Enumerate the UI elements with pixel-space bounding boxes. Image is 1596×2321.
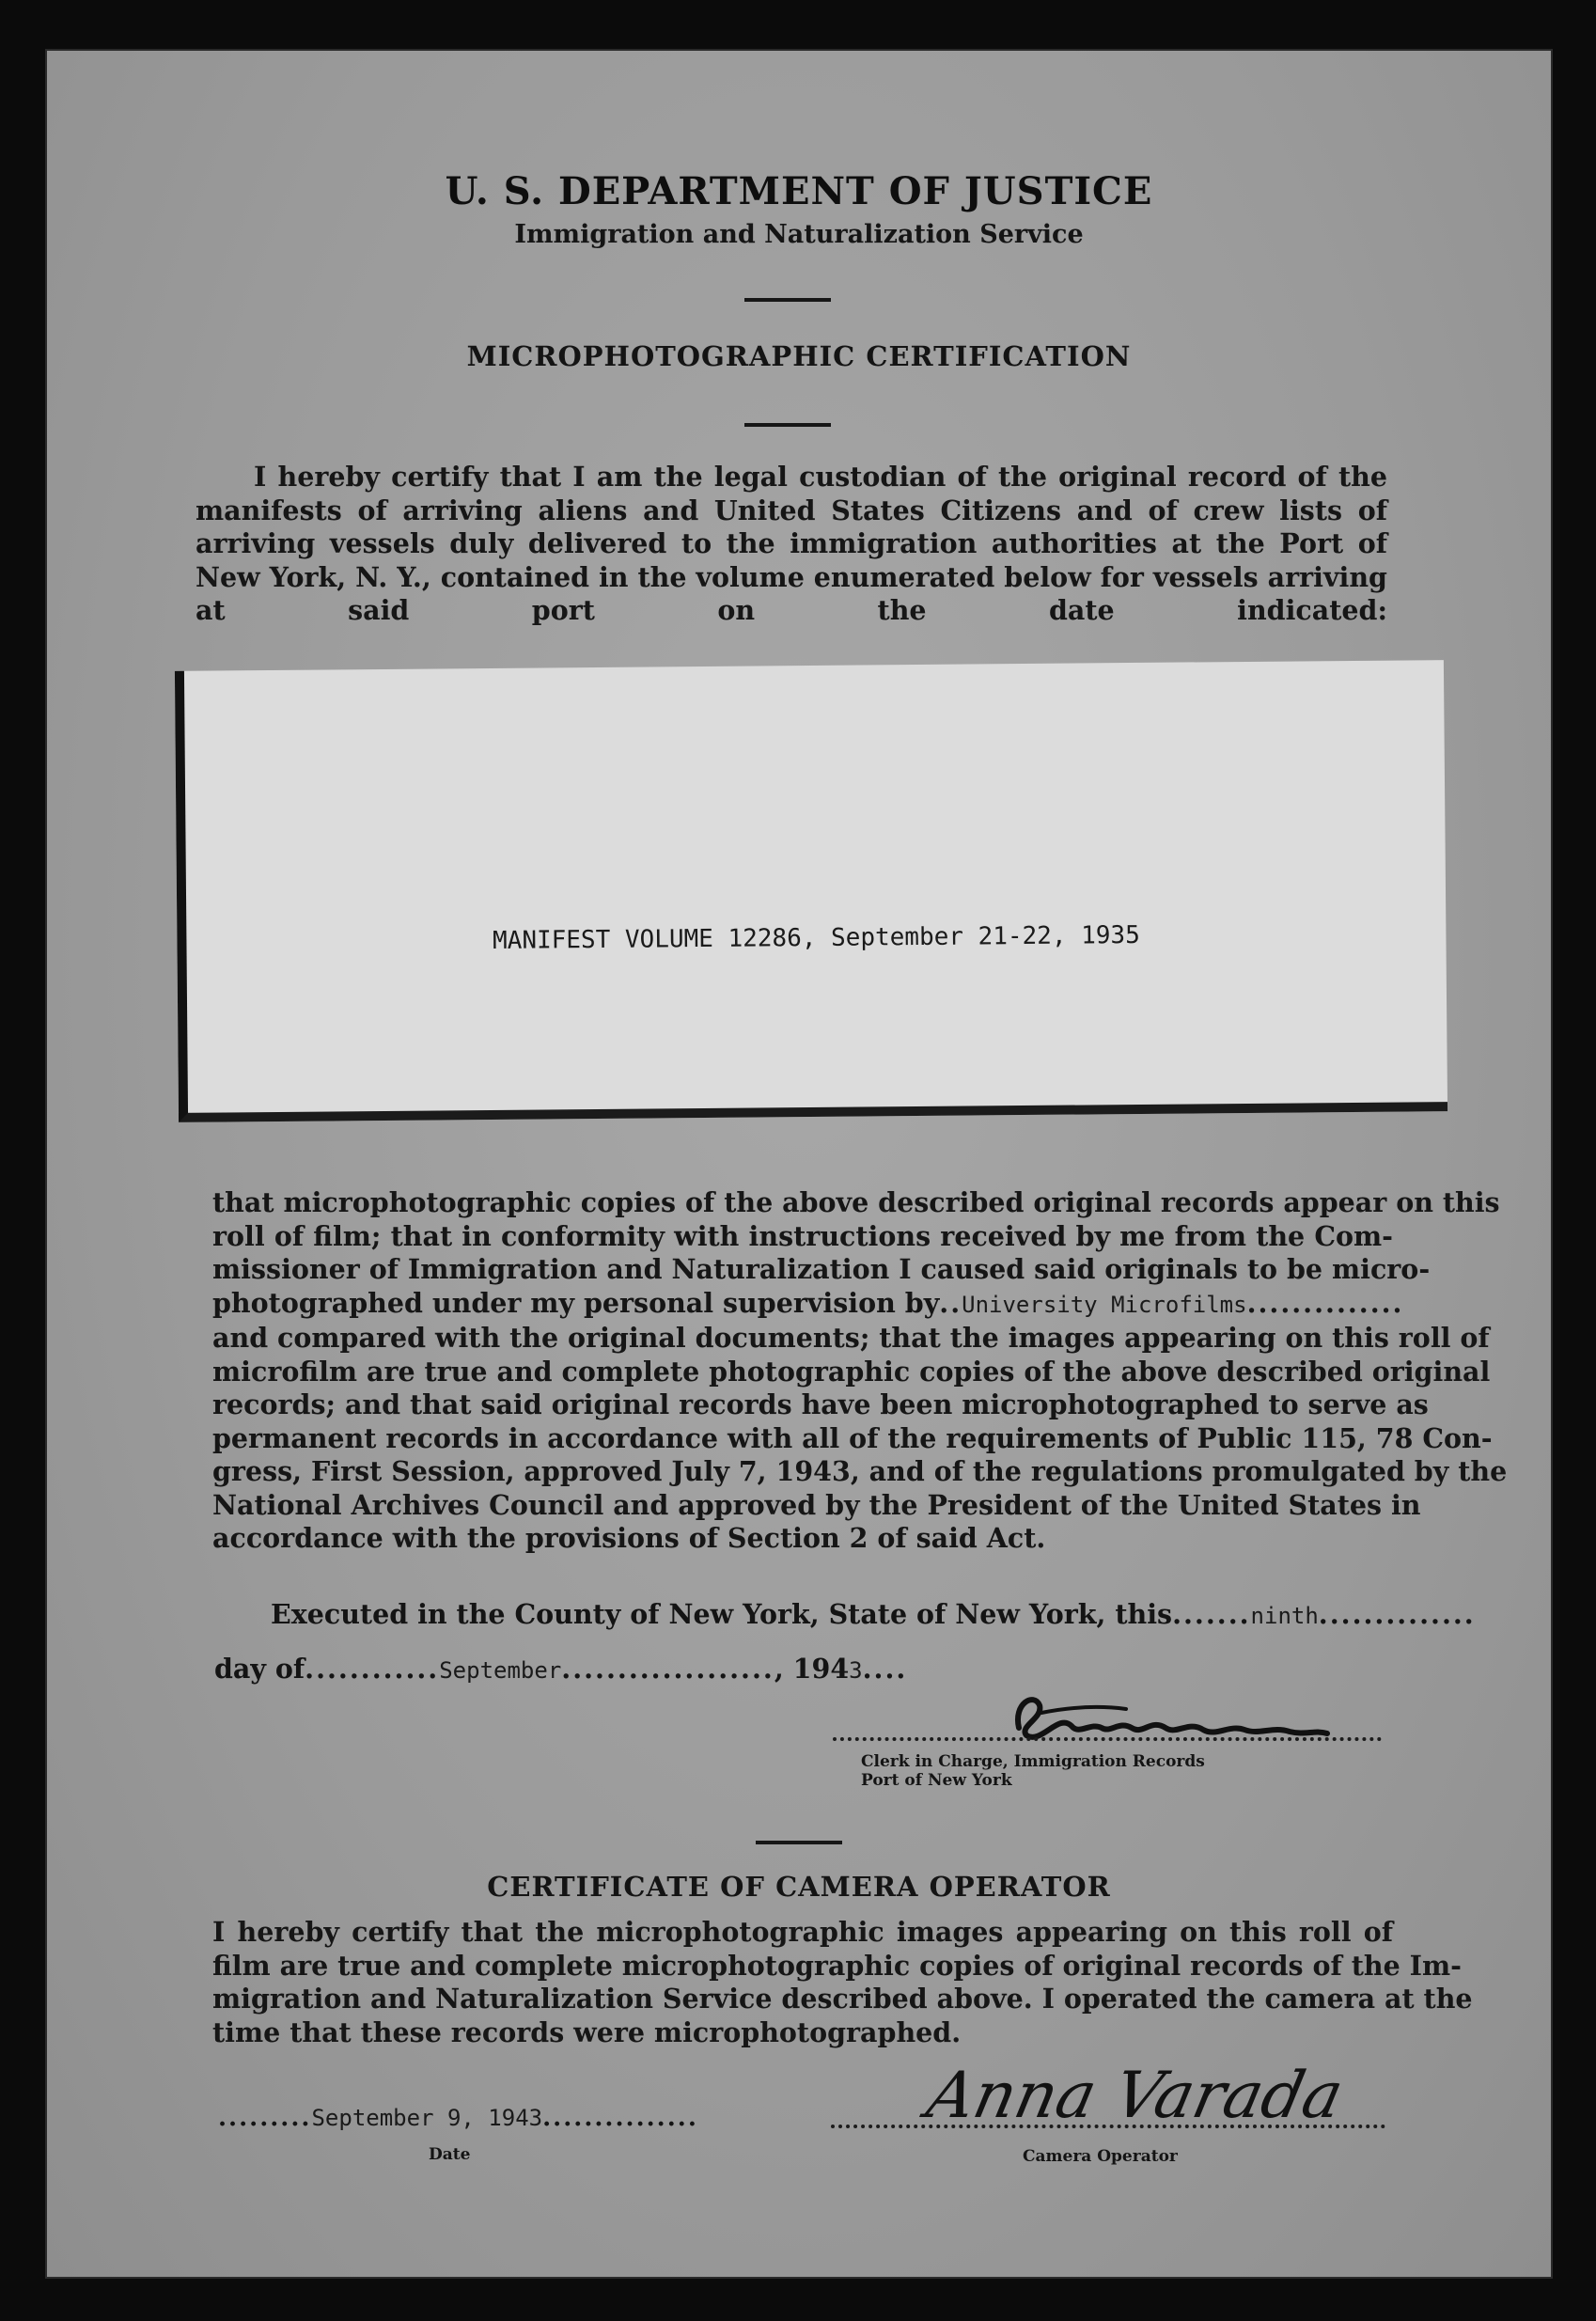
clerk-title-line: Port of New York (861, 1771, 1012, 1790)
divider (756, 1841, 842, 1844)
operator-line: migration and Naturalization Service described above. I operated the camera at the (212, 1983, 1473, 2015)
camera-operator-body (212, 1916, 1473, 2049)
date-field: .........September 9, 1943............... (218, 2104, 698, 2132)
body-line-supervisor: photographed under my personal supervision by..University Microfilms.............. (212, 1286, 1404, 1319)
executed-line: Executed in the County of New York, State of New York, this.......ninth.............. (271, 1598, 1476, 1630)
date-label: Date (429, 2145, 471, 2164)
body-line: permanent records in accordance with all of the requirements of Public 115, 78 Con- (212, 1421, 1493, 1454)
certification-body (212, 1186, 1508, 1556)
operator-signature-line (831, 2125, 1385, 2128)
certification-intro: I hereby certify that I am the legal custodian of the original record of the manifests of arriving aliens and United States Citizens and of crew lists of arriving vessels duly delivered to the immigration authorities at the Port of New York, N. Y., contained in the volume enumerated below for vessels arriving at said port on the date indicated: (196, 461, 1387, 626)
camera-operator-title: CERTIFICATE OF CAMERA OPERATOR (487, 1871, 1111, 1903)
clerk-title-line: Clerk in Charge, Immigration Records (861, 1752, 1205, 1771)
body-line: records; and that said original records have been microphotographed to serve as (212, 1388, 1429, 1420)
day-of-label: day of (214, 1653, 305, 1685)
divider (744, 298, 831, 302)
certification-title: MICROPHOTOGRAPHIC CERTIFICATION (466, 340, 1132, 372)
body-line: missioner of Immigration and Naturalization I caused said originals to be micro- (212, 1253, 1431, 1285)
operator-signature-text: Anna Varada (920, 2058, 1350, 2133)
body-line: microfilm are true and complete photographic copies of the above described original (212, 1355, 1491, 1388)
operator-line: I hereby certify that the microphotographic images appearing on this roll of (212, 1916, 1393, 1948)
date-value: September 9, 1943 (311, 2105, 543, 2131)
day-of-line: day of............September..................., 1943.... (214, 1653, 908, 1685)
clerk-title (861, 1752, 1205, 1790)
day-value: ninth (1250, 1603, 1319, 1629)
year-prefix: , 194 (774, 1653, 850, 1685)
body-line: National Archives Council and approved by the President of the United States in (212, 1488, 1421, 1521)
clerk-signature-line (833, 1737, 1382, 1741)
operator-line: film are true and complete microphotographic copies of original records of the Im- (212, 1949, 1462, 1982)
certificate-sheet (45, 49, 1553, 2279)
department-title: U. S. DEPARTMENT OF JUSTICE (445, 169, 1153, 213)
body-line: accordance with the provisions of Section 2 of said Act. (212, 1522, 1046, 1554)
manifest-volume-slip (175, 660, 1447, 1122)
supervisor-value: University Microfilms (962, 1291, 1247, 1318)
service-subtitle: Immigration and Naturalization Service (514, 220, 1084, 249)
body-line: gress, First Session, approved July 7, 1943, and of the regulations promulgated by the (212, 1455, 1508, 1487)
year-digit: 3 (849, 1657, 863, 1684)
divider (744, 423, 831, 427)
operator-line: time that these records were microphotographed. (212, 2015, 962, 2048)
camera-operator-label: Camera Operator (1023, 2147, 1178, 2166)
executed-text: Executed in the County of New York, State of New York, this (271, 1598, 1173, 1630)
manifest-volume-text: MANIFEST VOLUME 12286, September 21-22, 1935 (492, 920, 1140, 955)
body-line: photographed under my personal supervision by (212, 1286, 940, 1319)
camera-operator-signature (872, 2051, 1399, 2136)
body-line: roll of film; that in conformity with instructions received by me from the Com- (212, 1219, 1393, 1252)
body-line: that microphotographic copies of the above described original records appear on this (212, 1186, 1500, 1218)
month-value: September (439, 1657, 562, 1684)
body-line: and compared with the original documents; that the images appearing on this roll of (212, 1322, 1490, 1354)
